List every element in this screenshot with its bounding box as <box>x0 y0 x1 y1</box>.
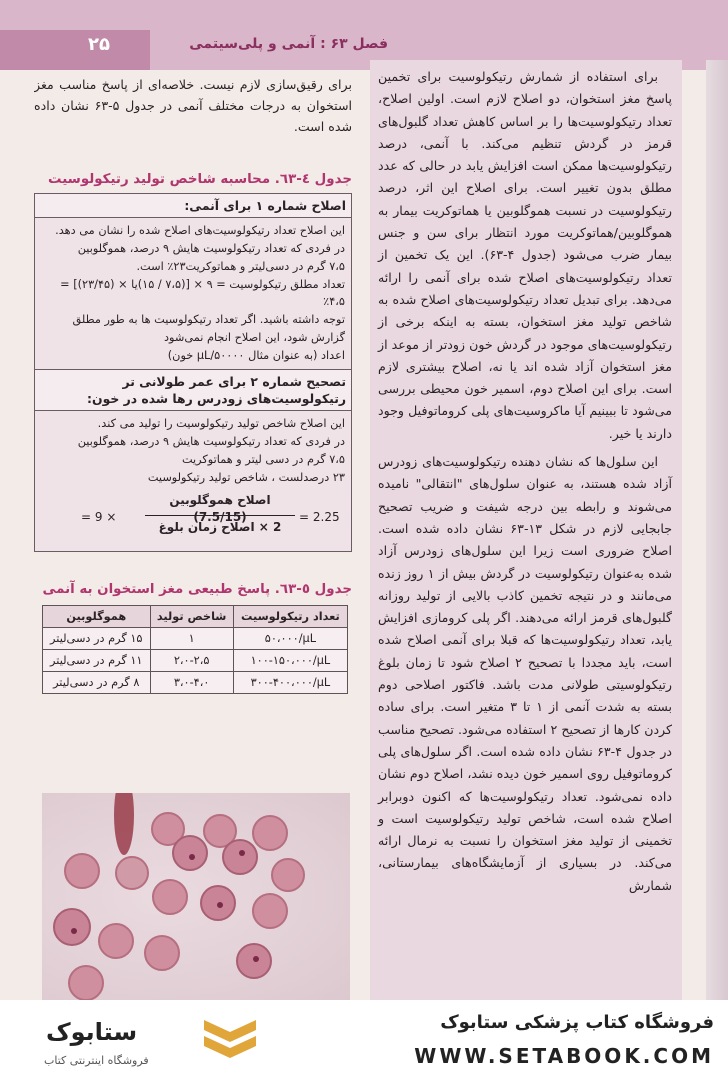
store-footer-banner <box>0 1000 728 1080</box>
reticulum-dot <box>71 928 77 934</box>
table4-section1-heading: اصلاح شماره ۱ برای آنمی: <box>35 194 351 218</box>
reticulocyte <box>54 909 90 945</box>
chapter-title: فصل ۶۳ : آنمی و پلی‌سیتمی <box>189 36 388 52</box>
intro-paragraph: برای رقیق‌سازی لازم نیست. خلاصه‌ای از پاسخ مناسب مغز استخوان به درجات مختلف آنمی در جدول ۵-۶۳ نشان داده شده است. <box>34 77 352 134</box>
table4-line: تعداد مطلق رتیکولوسیت = ۹ × [(۷،۵ / ۱۵)یا × (۲۳/۴۵)] = ۴،۵٪ <box>60 278 345 308</box>
formula-denominator: 2 × اصلاح زمان بلوغ <box>158 520 282 534</box>
chevron-logo-icon <box>200 1014 260 1064</box>
table4-line: اعداد (به عنوان مثال µL/۵۰۰۰۰ خون) <box>167 349 345 362</box>
table-cell: ۱۱ گرم در دسی‌لیتر <box>43 650 151 672</box>
table5 <box>42 605 348 694</box>
table-row <box>43 672 348 694</box>
table4-line: این اصلاح تعداد رتیکولوسیت‌های اصلاح شده را نشان می دهد. <box>55 224 345 237</box>
table4-line: این اصلاح شاخص تولید رتیکولوسیت را تولید می کند. <box>97 417 345 430</box>
store-name: فروشگاه کتاب پزشکی ستابوک <box>440 1012 714 1033</box>
formula-result: = 2.25 <box>299 510 340 524</box>
reticulum-dot <box>239 850 245 856</box>
right-text-column <box>370 60 682 1000</box>
table4-section1-body <box>35 218 351 369</box>
red-blood-cell <box>253 894 287 928</box>
table-cell: ۱۵ گرم در دسی‌لیتر <box>43 628 151 650</box>
formula-numerator: اصلاح هموگلوبین (7.5/15) <box>169 493 271 524</box>
red-blood-cell <box>65 854 99 888</box>
table-cell: ۱ <box>150 628 233 650</box>
column-header: شاخص تولید <box>150 606 233 628</box>
table4-line: ۷،۵ گرم در دسی لیتر و هماتوکریت <box>181 453 345 466</box>
smear-streak <box>114 793 134 855</box>
column-header: هموگلوبین <box>43 606 151 628</box>
formula-prefix: = <box>81 510 92 524</box>
table4-line: در فردی که تعداد رتیکولوسیت هایش ۹ درصد، هموگلوبین <box>77 242 345 255</box>
paragraph: این سلول‌ها که نشان دهنده رتیکولوسیت‌های زودرس آزاد شده هستند، به عنوان سلول‌های "انتقالی" نامیده می‌شوند و رابطه بین درجه شیفت و ضریب تصحیح جابجایی لازم در شکل ۱۳-۶۳ نشان داده شده است. اصلاح ضروری است زیرا این سلول‌های زودرس آزاد شده به‌عنوان رتیکولوسیت در گردش بیش از ۱ روز زنده می‌مانند و در نتیجه تخمین کاذب بالایی از تولید روزانه گلبول‌های قرمز ارائه می‌دهند. اگر پلی کرومازی افزایش یابد، تعداد رتیکولوسیت‌ها که قبلا برای آنمی اصلاح شده است، باید مجددا با تصحیح ۲ اصلاح شود تا زمان بلوغ رتیکولوسیتی طولانی مدت باشد. فاکتور اصلاحی دوم بسته به شدت آنمی از ۱ تا ۳ متغیر است. برای ساده کردن کارها از تصحیح ۲ استفاده می‌شود. تصحیح مناسب در جدول ۴-۶۳ نشان داده شده است. اگر سلول‌های پلی کروماتوفیل روی اسمیر خون دیده نشد، اصلاح دوم نشان داده نمی‌شود. تعداد رتیکولوسیت‌ها که اکنون دوبرابر اصلاح شده است، شاخص تولید رتیکولوسیت است و تخمینی از تولید مغز استخوان را نسبت به نرمال ارائه می‌کند. در بسیاری از آزمایشگاه‌های بیمارستانی، شمارش <box>378 454 673 893</box>
table-header-row <box>43 606 348 628</box>
table-cell: ۸ گرم در دسی‌لیتر <box>43 672 151 694</box>
paragraph: برای استفاده از شمارش رتیکولوسیت برای تخمین پاسخ مغز استخوان، دو اصلاح لازم است. اولین اصلاح، تعداد رتیکولوسیت‌ها را بر اساس کاهش تعداد گلبول‌های قرمز در گردش تنظیم می‌کند. با آنمی، درصد رتیکولوسیت‌ها ممکن است افزایش یابد در حالی که عدد مطلق بدون تغییر است. برای اصلاح این اثر، درصد رتیکولوسیت در نسبت هموگلوبین یا هماتوکریت بیمار به هموگلوبین/هماتوکریت مورد انتظار برای سن و جنس بیمار ضرب می‌شود (جدول ۴-۶۳). این یک تخمین از تعداد رتیکولوسیت‌های اصلاح شده برای آنمی را ارائه می‌دهد. برای تبدیل تعداد رتیکولوسیت‌های اصلاح شده به شاخص تولید مغز استخوان، بسته به اینکه برخی از رتیکولوسیت‌های موجود در گردش خون زودتر از موعد از مغز استخوان آزاد شده اند یا نه، اصلاح بیشتری لازم است. برای این اصلاح دوم، اسمیر خون محیطی بررسی می‌شود تا ببینیم آیا ماکروسیت‌های پلی کروماتوفیل وجود دارند یا خیر. <box>378 69 672 441</box>
reticulum-dot <box>217 902 223 908</box>
blood-smear-micrograph <box>42 793 350 1000</box>
table-row <box>43 628 348 650</box>
red-blood-cell <box>153 880 187 914</box>
table-cell: ۱۰۰-۱۵۰،۰۰۰/µL <box>233 650 347 672</box>
formula-lhs <box>81 509 116 526</box>
table4-box <box>34 193 352 552</box>
table4-line: توجه داشته باشید. اگر تعداد رتیکولوسیت ها به طور مطلق <box>72 313 345 326</box>
brand-logo-subtitle: فروشگاه اینترنتی کتاب <box>44 1054 149 1067</box>
table-cell: ۳،۰-۴،۰ <box>150 672 233 694</box>
red-blood-cell <box>253 816 287 850</box>
store-url[interactable]: WWW.SETABOOK.COM <box>414 1044 714 1068</box>
brand-logo-text: ستابوک <box>46 1018 138 1046</box>
page-number: ۲۵ <box>88 34 110 55</box>
page-edge <box>706 60 728 1000</box>
reticulum-dot <box>189 854 195 860</box>
red-blood-cell <box>116 857 148 889</box>
table4-section2-heading: تصحیح شماره ۲ برای عمر طولانی تر رتیکولوسیت‌های زودرس رها شده در خون: <box>35 369 351 411</box>
red-blood-cell <box>272 859 304 891</box>
column-header: تعداد رتیکولوسیت <box>233 606 347 628</box>
table4-line: ۲۳ درصدلست ، شاخص تولید رتیکولوسیت <box>147 471 345 484</box>
reticulocyte <box>223 840 257 874</box>
red-blood-cell <box>99 924 133 958</box>
page-number-tab <box>0 30 150 70</box>
red-blood-cell <box>145 936 179 970</box>
blood-smear-image <box>42 793 350 1000</box>
table-cell: ۲،۰-۲،۵ <box>150 650 233 672</box>
left-column <box>34 74 352 694</box>
formula-fraction <box>145 492 295 536</box>
table-cell: ۵۰،۰۰۰/µL <box>233 628 347 650</box>
reticulocyte <box>173 836 207 870</box>
table4-section2-body <box>35 411 351 551</box>
formula-multiplier: 9 × <box>94 510 117 524</box>
table4-line: ۷،۵ گرم در دسی‌لیتر و هماتوکریت۲۳٪ است. <box>136 260 345 273</box>
table-row <box>43 650 348 672</box>
table5-title: جدول ٥-٦٣. پاسخ طبیعی مغز استخوان به آنمی <box>42 582 352 597</box>
red-blood-cell <box>69 966 103 1000</box>
table4-line: در فردی که تعداد رتیکولوسیت هایش ۹ درصد، هموگلوبین <box>77 435 345 448</box>
reticulum-dot <box>253 956 259 962</box>
rpi-formula <box>41 492 345 546</box>
table4-title: جدول ٤-٦٣. محاسبه شاخص تولید رتیکولوسیت <box>48 172 352 187</box>
table-cell: ۳۰۰-۴۰۰،۰۰۰/µL <box>233 672 347 694</box>
table4-line: گزارش شود، این اصلاح انجام نمی‌شود <box>163 331 345 344</box>
